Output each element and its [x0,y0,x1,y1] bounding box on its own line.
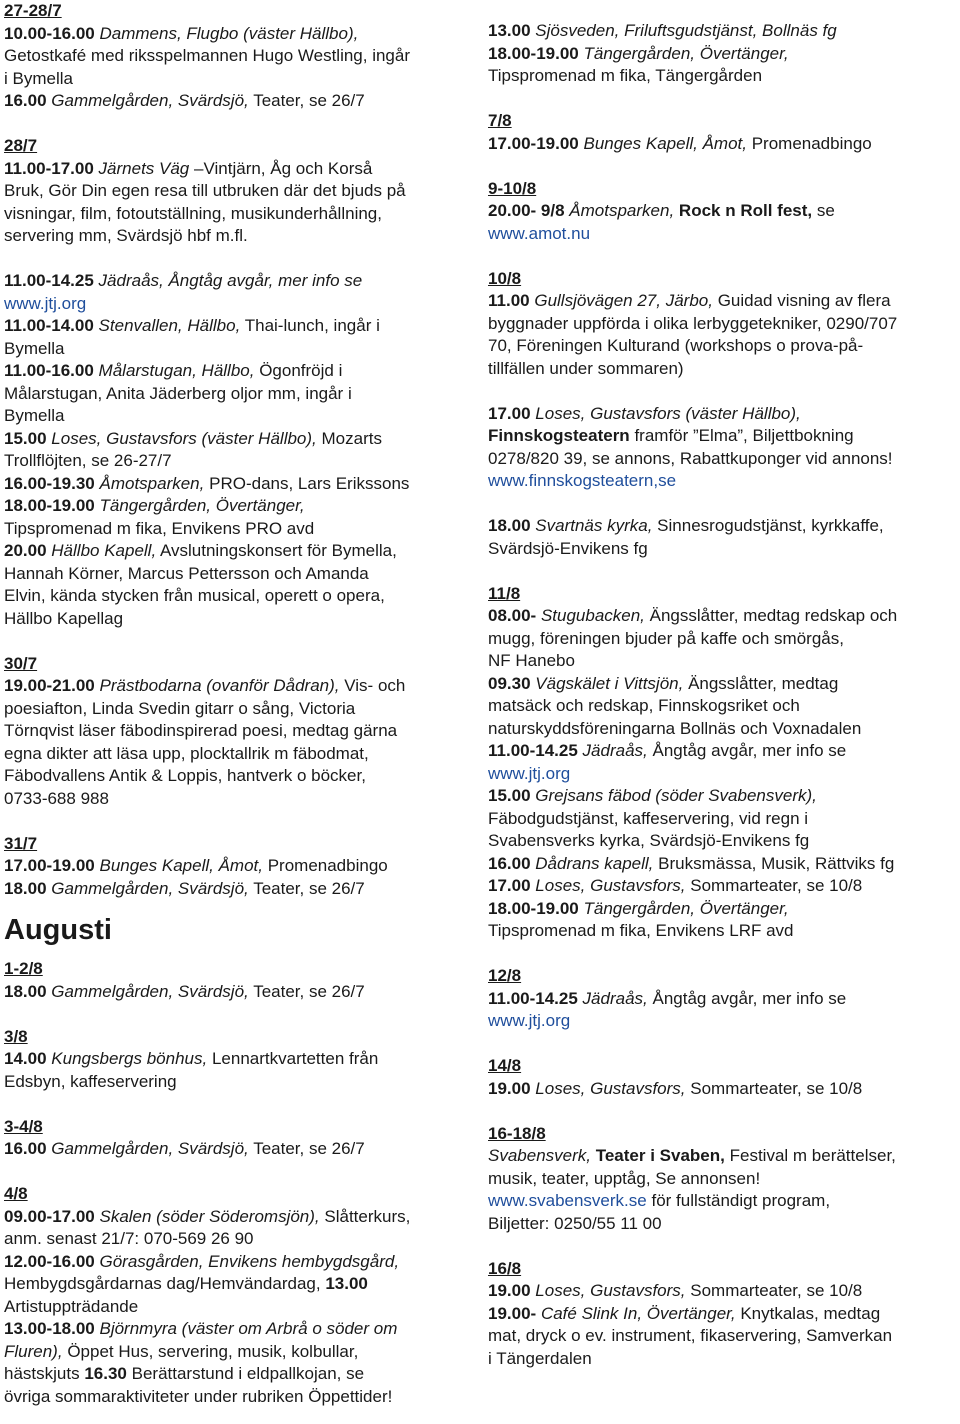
event-time: 16.00 [4,1139,47,1158]
event-place: Jädraås, Ångtåg avgår, mer info se [98,271,363,290]
event-place: Loses, Gustavsfors (väster Hällbo), [535,403,801,423]
date-3-4-8 [4,1116,474,1161]
event [488,43,958,66]
event-text: 70, Föreningen Kulturand (workshops o prova-på- [488,336,864,355]
date-31-7 [4,833,474,901]
event-text: Teater, se 26/7 [253,91,365,110]
event-text: Målarstugan, Anita Jäderberg oljor mm, ingår i [4,383,352,403]
event-text: Ångtåg avgår, mer info se [652,741,847,760]
event [4,158,474,181]
event-text: Sinnesrogudstjänst, kyrkkaffe, [657,516,884,535]
event-text: Ängsslåtter, medtag redskap och [649,606,898,625]
month-heading: Augusti [4,914,112,946]
event-text: Getostkafé med riksspelmannen Hugo Westling, ingår [4,46,410,65]
date-heading: 4/8 [4,1184,28,1203]
date-1-2-8 [4,958,474,1003]
event-place: Jädraås, [582,741,648,760]
event-time: 11.00-16.00 [4,361,94,380]
event-place: Dådrans kapell, [535,853,654,873]
event-place: Kungsbergs bönhus, [51,1049,208,1068]
event-text: se [816,201,835,220]
event [4,981,474,1004]
date-heading: 7/8 [488,111,512,130]
event-place: Loses, Gustavsfors (väster Hällbo), [51,428,317,448]
event-place: Jädraås, [582,988,648,1008]
event-text: Teater, se 26/7 [253,878,365,898]
event-text: Ångtåg avgår, mer info se [652,988,847,1008]
event [488,20,958,43]
event-text: hästskjuts [4,1364,80,1383]
event-time: 13.00-18.00 [4,1319,95,1338]
event-text: poesiafton, Linda Svedin gitarr o sång, Victoria [4,698,356,718]
event-text: Biljetter: 0250/55 11 00 [488,1213,662,1233]
event-text: framför ”Elma”, Biljettbokning [634,426,854,445]
event-text: servering mm, Svärdsjö hbf m.fl. [4,226,248,245]
event-text: Ögonfröjd i [259,361,343,380]
date-heading: 1-2/8 [4,959,43,978]
link-jtj[interactable]: www.jtj.org [4,293,87,313]
event [488,853,958,876]
event-time: 08.00- [488,606,537,625]
event-text: Hällbo Kapellag [4,608,124,628]
event-text: Trollflöjten, se 26-27/7 [4,451,172,470]
event [488,898,958,921]
date-heading: 31/7 [4,833,38,853]
event [4,1318,474,1341]
event-time: 11.00-14.25 [488,741,578,760]
event-text: Fäbodvallens Antik & Loppis, hantverk o böcker, [4,766,366,785]
event [4,90,474,113]
event [4,473,474,496]
event [4,1206,474,1229]
event-text: Guidad visning av flera [717,291,891,310]
event-time: 11.00-17.00 [4,158,94,178]
event-text: Bymella [4,406,65,425]
event-place: Vägskälet i Vittsjön, [535,673,684,693]
event [488,1280,958,1303]
event [4,495,474,518]
date-heading: 9-10/8 [488,178,537,198]
event-time: 15.00 [4,428,47,448]
event [4,1251,474,1274]
event-text: matsäck och redskap, Finnskogsriket och [488,696,800,715]
event-place: Grejsans fäbod (söder Svabensverk), [535,786,817,805]
event [488,605,958,628]
date-heading: 10/8 [488,268,522,288]
event-time: 18.00-19.00 [488,898,579,918]
date-7-8 [488,110,958,155]
event [4,878,474,901]
event-time: 16.00-19.30 [4,473,95,493]
event-text: Promenadbingo [751,133,872,153]
event-text: Öppet Hus, servering, musik, kolbullar, [67,1341,359,1361]
event-text: för fullständigt program, [651,1191,831,1210]
event-time: 11.00 [488,291,530,310]
event-text: i Bymella [4,68,73,88]
event-time: 18.00 [4,878,47,898]
event-time: 10.00-16.00 [4,23,95,43]
date-11-8 [488,583,958,943]
event-time: 14.00 [4,1049,47,1068]
event-text: Sommarteater, se 10/8 [690,876,863,895]
event-time: 15.00 [488,786,531,805]
event-place: Gullsjövägen 27, Järbo, [534,291,713,310]
event-text: byggnader uppförda i olika lerbyggetekniker, 0290/707 [488,313,898,333]
event [4,428,474,451]
event-text: Sommarteater, se 10/8 [690,1281,863,1300]
event-place: Bunges Kapell, Åmot, [99,856,263,875]
event-place: Loses, Gustavsfors, [535,876,686,895]
event-place: Gammelgården, Svärdsjö, [51,878,249,898]
event-time: 12.00-16.00 [4,1251,95,1271]
event [4,360,474,383]
event [488,515,958,538]
event-text: Edsbyn, kaffeservering [4,1071,177,1091]
event-text: i Tängerdalen [488,1348,592,1368]
event-place: Prästbodarna (ovanför Dådran), [99,676,340,695]
event-text: egna dikter att läsa upp, plocktallrik m fäbodmat, [4,743,369,763]
event-text: 0733-688 988 [4,788,109,808]
event-time: 17.00-19.00 [4,856,95,875]
event-place: Tängergården, Övertänger, [99,496,305,515]
event-place: Åmotsparken, [569,201,675,220]
event-time: 16.30 [84,1364,127,1383]
event-place: Fluren), [4,1341,63,1361]
link-svabensverk[interactable]: www.svabensverk.se [488,1191,647,1210]
event-text: Fäbodgudstjänst, kaffeservering, vid regn i [488,808,809,828]
event-place: Dammens, Flugbo (väster Hällbo), [99,23,359,43]
event-time: 17.00-19.00 [488,133,579,153]
event-text: anm. senast 21/7: 070-569 26 90 [4,1229,254,1248]
event-text: Törnqvist läser fäbodinspirerad poesi, medtag gärna [4,721,398,740]
event-text-row [4,1363,474,1386]
event-text: Tipspromenad m fika, Tängergården [488,66,763,85]
event-text: Hembygdsgårdarnas dag/Hemvändardag, [4,1274,321,1293]
event [488,1303,958,1326]
date-16-8 [488,1258,958,1371]
event-place: Görasgården, Envikens hembygdsgård, [99,1251,400,1271]
event-time: 18.00 [4,981,47,1001]
event-time: 09.00-17.00 [4,1206,95,1226]
event-place: Järnets Väg [98,158,190,178]
event-text: Promenadbingo [267,856,388,875]
event-text: Slåtterkurs, [324,1206,411,1226]
event [488,290,958,313]
event-time: 11.00-14.00 [4,316,94,335]
left-column [4,0,474,1408]
event [4,855,474,878]
date-4-8-cont [488,20,958,88]
date-heading: 16/8 [488,1258,522,1278]
event-text: Knytkalas, medtag [740,1303,881,1323]
event-text: Teater, se 26/7 [253,1139,365,1158]
event [4,23,474,46]
event-place: Café Slink In, Övertänger, [540,1303,736,1323]
event-title: Rock n Roll fest, [678,201,813,220]
event-text-row [488,1190,958,1213]
event-place: Gammelgården, Svärdsjö, [51,1139,249,1158]
event-place: Tängergården, Övertänger, [583,43,789,63]
event-text: Tipspromenad m fika, Envikens PRO avd [4,518,315,538]
date-16-18-8 [488,1123,958,1236]
event-text-row [4,1341,474,1364]
event-text: Hannah Körner, Marcus Pettersson och Amanda [4,563,369,583]
event-place: Stugubacken, [540,606,645,625]
date-10-8 [488,268,958,561]
event [488,1078,958,1101]
event-text: Elvin, kända stycken från musical, operett o opera, [4,586,385,605]
event-place: Stenvallen, Hällbo, [98,316,241,335]
event-text: Sommarteater, se 10/8 [690,1078,863,1098]
event-time: 17.00 [488,403,531,423]
event-text: Thai-lunch, ingår i [244,316,380,335]
event-place: Gammelgården, Svärdsjö, [51,981,249,1001]
event-text-row [4,1273,474,1296]
event [4,270,474,293]
date-heading: 28/7 [4,136,38,155]
event-place: Gammelgården, Svärdsjö, [51,91,249,110]
event-time: 19.00 [488,1078,531,1098]
event-place: Björnmyra (väster om Arbrå o söder om [99,1319,398,1338]
event-time: 18.00-19.00 [488,43,579,63]
event-text: Ängsslåtter, medtag [688,673,839,693]
event-text: –Vintjärn, Åg och Korså [194,158,373,178]
event-place: Svabensverk, [488,1146,591,1165]
date-heading: 3/8 [4,1026,28,1046]
event-text: mat, dryck o ev. instrument, fikaservering, Samverkan [488,1326,893,1345]
event-text: Berättarstund i eldpallkojan, se [131,1364,365,1383]
event-place: Åmotsparken, [99,473,205,493]
event-time: 09.30 [488,673,531,693]
date-heading: 12/8 [488,966,522,985]
event-place: Loses, Gustavsfors, [535,1078,686,1098]
event-text: Mozarts [321,428,382,448]
event-text-row [488,425,958,448]
date-3-8 [4,1026,474,1094]
event [4,1138,474,1161]
event-place: Tängergården, Övertänger, [583,898,789,918]
event [488,740,958,763]
date-heading: 16-18/8 [488,1123,546,1143]
event-text: PRO-dans, Lars Erikssons [209,473,410,493]
right-column [488,20,958,1370]
event-place: Hällbo Kapell, [51,541,157,560]
date-heading: 30/7 [4,653,38,673]
event-time: 16.00 [4,91,47,110]
date-28-7 [4,135,474,630]
event-title: Teater i Svaben, [595,1146,725,1165]
event-time: 11.00-14.25 [4,271,94,290]
event-text: visningar, film, fotoutställning, musikunderhållning, [4,203,382,223]
event-time: 19.00- [488,1303,537,1323]
event-time: 11.00-14.25 [488,988,578,1008]
event-text: tillfällen under sommaren) [488,358,684,378]
event [4,315,474,338]
event-time: 19.00-21.00 [4,676,95,695]
link-jtj[interactable]: www.jtj.org [488,763,571,783]
date-4-8 [4,1183,474,1408]
date-30-7 [4,653,474,811]
event-text: Bruk, Gör Din egen resa till utbruken där det bjuds på [4,181,406,200]
event-place: Loses, Gustavsfors, [535,1281,686,1300]
link-amot[interactable]: www.amot.nu [488,223,591,243]
event [4,675,474,698]
event-text: mugg, föreningen bjuder på kaffe och smörgås, [488,628,844,648]
event-time: 13.00 [325,1274,368,1293]
date-heading: 3-4/8 [4,1116,43,1136]
event-text: Festival m berättelser, [729,1146,896,1165]
event [488,133,958,156]
date-heading: 11/8 [488,583,521,603]
date-heading: 14/8 [488,1056,522,1075]
event [488,673,958,696]
event-time: 16.00 [488,853,531,873]
date-12-8 [488,965,958,1033]
event-text: Svärdsjö-Envikens fg [488,538,648,558]
event-text: övriga sommaraktiviteter under rubriken Öppettider! [4,1386,393,1406]
event-text: NF Hanebo [488,651,575,670]
event [488,875,958,898]
event-place: Svartnäs kyrka, [535,516,653,535]
event [488,200,958,223]
event-text: naturskyddsföreningarna Bollnäs och Voxnadalen [488,718,862,738]
event [4,1048,474,1071]
event-time: 20.00 [4,541,47,560]
event-text: Artistuppträdande [4,1296,139,1316]
event-time: 18.00-19.00 [4,496,95,515]
event-place: Målarstugan, Hällbo, [98,361,255,380]
event [488,988,958,1011]
event [488,785,958,808]
event-place: Skalen (söder Söderomsjön), [99,1206,320,1226]
date-27-28-7 [4,0,474,113]
event-time: 13.00 [488,21,531,40]
event [4,540,474,563]
link-finnskogsteatern[interactable]: www.finnskogsteatern,se [488,471,677,490]
date-14-8 [488,1055,958,1100]
event-text: Avslutningskonsert för Bymella, [159,541,397,560]
link-jtj[interactable]: www.jtj.org [488,1011,571,1030]
event-time: 19.00 [488,1281,531,1300]
event-title: Finnskogsteatern [488,426,630,445]
event-place: Bunges Kapell, Åmot, [583,133,747,153]
event-time: 20.00- 9/8 [488,201,565,220]
event-text: Vis- och [344,676,406,695]
event-text: 0278/820 39, se annons, Rabattkuponger vid annons! [488,448,893,468]
event-text: Lennartkvartetten från [211,1049,379,1068]
event [488,403,958,426]
date-9-10-8 [488,178,958,246]
event-time: 17.00 [488,876,531,895]
event-text: Tipspromenad m fika, Envikens LRF avd [488,921,794,940]
event-text: Bruksmässa, Musik, Rättviks fg [658,853,895,873]
event-text: musik, teater, upptåg, Se annonsen! [488,1168,761,1188]
event [488,1145,958,1168]
event-text: Svabensverks kyrka, Svärdsjö-Envikens fg [488,831,810,850]
event-text: Bymella [4,338,65,358]
event-place: Sjösveden, Friluftsgudstjänst, Bollnäs fg [535,21,837,40]
date-heading: 27-28/7 [4,1,62,20]
event-time: 18.00 [488,516,531,535]
event-text: Teater, se 26/7 [253,981,365,1001]
